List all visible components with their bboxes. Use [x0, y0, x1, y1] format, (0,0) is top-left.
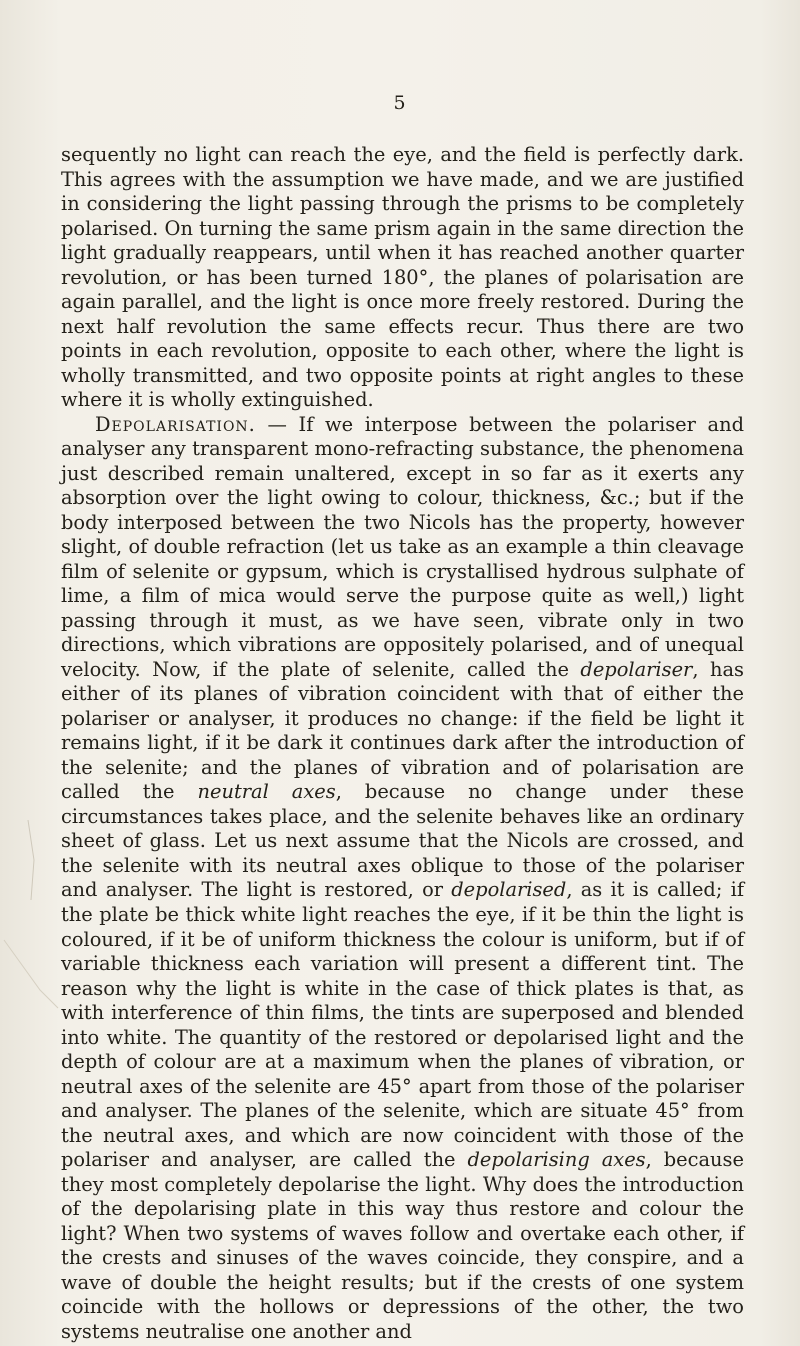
italic-term: depolariser	[580, 657, 693, 681]
page-number: 5	[393, 92, 407, 114]
italic-term: depolarising axes	[467, 1148, 646, 1172]
text-segment: If we interpose between the polariser and analyser any transparent mono-refracting substance, the phenomena just described remain unaltered, except in so far as it exerts any absorption over the light owing to colour, thickness, &c.; but if the body interposed between the two Nicols has the property, however slight, of double refraction (let us take as an example a thin cleavage film of selenite or gypsum, which is crystallised hydrous sulphate of lime, a film of mica would serve the purpose quite as well,) light passing through it must, as we have seen, vibrate only in two directions, which vibrations are oppositely polarised, and of unequal velocity. Now, if the plate of selenite, called the	[61, 412, 744, 681]
italic-term: depolarised	[451, 878, 567, 902]
paragraph-depolarisation	[61, 413, 744, 1345]
body-text	[61, 143, 744, 1344]
text-segment: , has either of its planes of vibration coincident with that of either the polariser or analyser, it produces no change: if the field be light it remains light, if it be dark it continues dark after the introduction of the selenite; and the planes of vibration and of polarisation are called the	[61, 657, 744, 804]
heading-dash: —	[255, 412, 299, 436]
paragraph-polarisation: sequently no light can reach the eye, and the field is perfectly dark. This agrees with the assumption we have made, and we are justified in considering the light passing through the prisms to be completely polarised. On turning the same prism again in the same direction the light gradually reappears, until when it has reached another quarter revolution, or has been turned 180°, the planes of polarisation are again parallel, and the light is once more freely restored. During the next half revolution the same effects recur. Thus there are two points in each revolution, opposite to each other, where the light is wholly transmitted, and two opposite points at right angles to these where it is wholly extinguished.	[61, 143, 744, 412]
section-heading-depolarisation: Depolarisation.	[95, 412, 256, 436]
text-segment: , because no change under these circumstances takes place, and the selenite behaves like an ordinary sheet of glass. Let us next assume that the Nicols are crossed, and the selenite with its neutral axes oblique to those of the polariser and analyser. The light is restored, or	[61, 780, 744, 902]
italic-term: neutral axes	[197, 780, 336, 804]
text-segment: , because they most completely depolarise the light. Why does the introduction of the depolarising plate in this way thus restore and colour the light? When two systems of waves follow and overtake each other, if the crests and sinuses of the waves coincide, they conspire, and a wave of double the height results; but if the crests of one system coincide with the hollows or depressions of the other, the two systems neutralise one another and	[61, 1148, 744, 1343]
margin-crease-mark	[0, 820, 60, 1010]
text-segment: , as it is called; if the plate be thick white light reaches the eye, if it be thin the light is coloured, if it be of uniform thickness the colour is uniform, but if of variable thickness each variation will present a different tint. The reason why the light is white in the case of thick plates is that, as with interference of thin films, the tints are superposed and blended into white. The quantity of the restored or depolarised light and the depth of colour are at a maximum when the planes of vibration, or neutral axes of the selenite are 45° apart from those of the polariser and analyser. The planes of the selenite, which are situate 45° from the neutral axes, and which are now coincident with those of the polariser and analyser, are called the	[61, 878, 744, 1172]
